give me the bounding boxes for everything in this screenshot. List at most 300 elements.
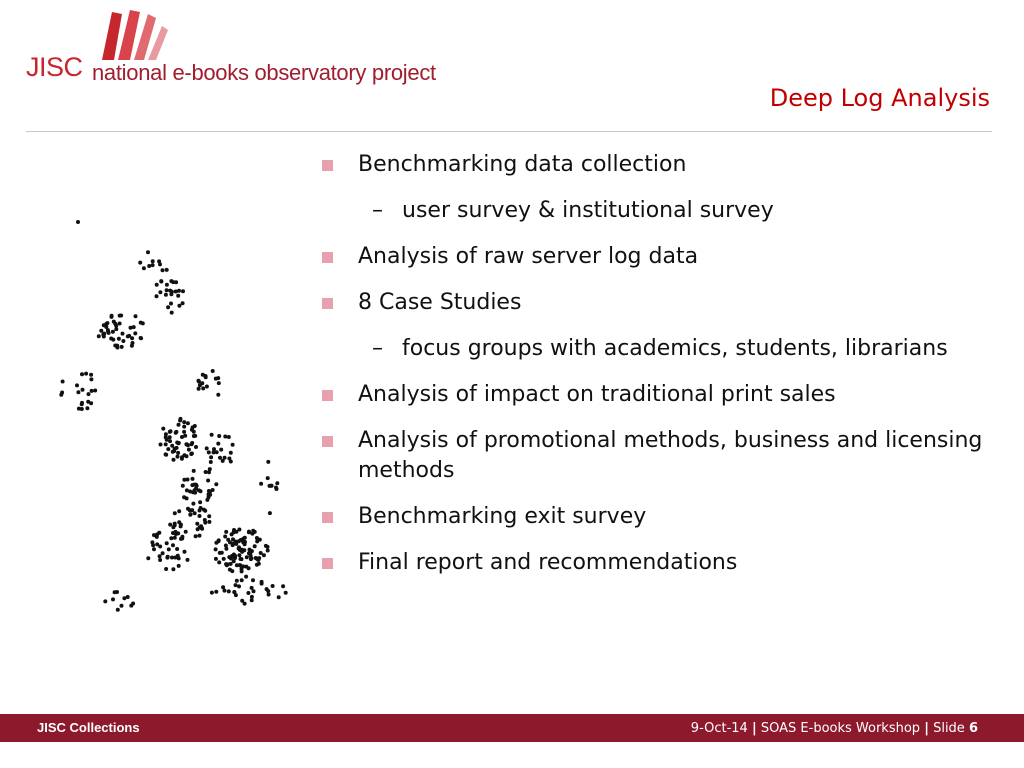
institution-dot [185, 454, 189, 458]
institution-dot [87, 392, 91, 396]
institution-dot [191, 477, 195, 481]
institution-dot [85, 406, 89, 410]
institution-dot [248, 548, 252, 552]
institution-dot [216, 393, 220, 397]
institution-dot [146, 556, 150, 560]
institution-dot [111, 338, 115, 342]
institution-dot [198, 500, 202, 504]
institution-dot [165, 556, 169, 560]
institution-dot [266, 545, 270, 549]
institution-dot [182, 430, 186, 434]
institution-dot [147, 264, 151, 268]
institution-dot [180, 455, 184, 459]
slide-number: 6 [968, 721, 978, 736]
bullet-text: Benchmarking data collection [358, 152, 687, 177]
institution-dot [181, 289, 185, 293]
institution-dot [260, 580, 264, 584]
institution-dot [102, 332, 106, 336]
jisc-logo [26, 4, 466, 90]
institution-dot [173, 556, 177, 560]
institution-dot [203, 521, 207, 525]
institution-dot [86, 400, 90, 404]
institution-dot [277, 595, 281, 599]
institution-dot [190, 508, 194, 512]
institution-dot [275, 481, 279, 485]
institution-dot [174, 290, 178, 294]
institution-dot [168, 289, 172, 293]
institution-dot [239, 557, 243, 561]
logo-brand: JISC [26, 52, 83, 82]
institution-dot [246, 591, 250, 595]
uk-institutions-dot-map [40, 190, 310, 630]
institution-dot [142, 266, 146, 270]
institution-dot [165, 268, 169, 272]
bullet-text: user survey & institutional survey [402, 198, 774, 223]
institution-dot [205, 385, 209, 389]
institution-dot [191, 502, 195, 506]
institution-dot [217, 560, 221, 564]
institution-dot [176, 294, 180, 298]
institution-dot [186, 421, 190, 425]
institution-dot [177, 556, 181, 560]
bullet-text: focus groups with academics, students, librarians [402, 336, 948, 361]
institution-dot [157, 531, 161, 535]
institution-dot [181, 484, 185, 488]
institution-dot [219, 448, 223, 452]
institution-dot [118, 322, 122, 326]
institution-dot [198, 383, 202, 387]
institution-dot [166, 447, 170, 451]
institution-dot [80, 407, 84, 411]
institution-dot [269, 484, 273, 488]
institution-dot [229, 557, 233, 561]
institution-dot [203, 509, 207, 513]
institution-dot [168, 523, 172, 527]
institution-dot [139, 321, 143, 325]
institution-dot [190, 441, 194, 445]
institution-dot [189, 512, 193, 516]
institution-dot [179, 524, 183, 528]
bullet-item [320, 548, 1000, 578]
institution-dot [105, 321, 109, 325]
institution-dot [230, 532, 234, 536]
institution-dot [187, 448, 191, 452]
institution-dot [266, 460, 270, 464]
institution-dot [237, 553, 241, 557]
institution-dot [268, 511, 272, 515]
institution-dot [182, 478, 186, 482]
institution-dot [171, 567, 175, 571]
footer-event: SOAS E-books Workshop [760, 721, 921, 736]
institution-dot [157, 259, 161, 263]
institution-dot [169, 302, 173, 306]
footer-bar [0, 714, 1024, 742]
footer-date: 9-Oct-14 [690, 721, 748, 736]
institution-dot [150, 540, 154, 544]
institution-dot [247, 530, 251, 534]
institution-dot [226, 538, 230, 542]
institution-dot [134, 314, 138, 318]
dash-bullet-icon: – [372, 336, 383, 361]
institution-dot [281, 584, 285, 588]
institution-dot [159, 443, 163, 447]
institution-dot [211, 369, 215, 373]
institution-dot [89, 373, 93, 377]
institution-dot [155, 535, 159, 539]
institution-dot [216, 539, 220, 543]
institution-dot [214, 557, 218, 561]
institution-dot [133, 331, 137, 335]
institution-dot [218, 551, 222, 555]
institution-dot [258, 538, 262, 542]
institution-dot [89, 377, 93, 381]
institution-dot [229, 460, 233, 464]
institution-dot [207, 470, 211, 474]
institution-dot [240, 578, 244, 582]
institution-dot [184, 530, 188, 534]
institution-dot [169, 279, 173, 283]
institution-dot [176, 451, 180, 455]
institution-dot [179, 537, 183, 541]
institution-dot [251, 578, 255, 582]
institution-dot [161, 268, 165, 272]
institution-dot [222, 557, 226, 561]
institution-dot [184, 442, 188, 446]
institution-dot [106, 330, 110, 334]
institution-dot [210, 591, 214, 595]
square-bullet-icon [322, 160, 333, 171]
institution-dot [161, 427, 165, 431]
institution-dot [171, 531, 175, 535]
institution-dot [266, 549, 270, 553]
institution-dot [165, 288, 169, 292]
institution-dot [168, 435, 172, 439]
institution-dot [164, 435, 168, 439]
institution-dot [243, 602, 247, 606]
institution-dot [164, 453, 168, 457]
institution-dot [201, 386, 205, 390]
institution-dot [111, 597, 115, 601]
institution-dot [245, 555, 249, 559]
institution-dot [212, 450, 216, 454]
bullet-text: 8 Case Studies [358, 290, 522, 315]
institution-dot [165, 283, 169, 287]
institution-dot [132, 325, 136, 329]
footer-slide-label: Slide [933, 721, 965, 736]
institution-dot [159, 279, 163, 283]
institution-dot [118, 314, 122, 318]
institution-dot [207, 489, 211, 493]
institution-dot [93, 389, 97, 393]
institution-dot [138, 261, 142, 265]
institution-dot [216, 442, 220, 446]
institution-dot [189, 452, 193, 456]
square-bullet-icon [322, 436, 333, 447]
institution-dot [232, 590, 236, 594]
institution-dot [197, 379, 201, 383]
institution-dot [205, 498, 209, 502]
institution-dot [99, 329, 103, 333]
institution-dot [146, 250, 150, 254]
institution-dot [185, 496, 189, 500]
institution-dot [266, 476, 270, 480]
institution-dot [238, 548, 242, 552]
institution-dot [250, 586, 254, 590]
institution-dot [217, 381, 221, 385]
institution-dot [175, 441, 179, 445]
institution-dot [164, 293, 168, 297]
institution-dot [174, 430, 178, 434]
sub-bullet-item [320, 334, 1000, 364]
institution-dot [76, 220, 80, 224]
books-icon [92, 4, 172, 60]
institution-dot [275, 487, 279, 491]
institution-dot [284, 591, 288, 595]
institution-dot [183, 550, 187, 554]
institution-dot [131, 341, 135, 345]
institution-dot [168, 439, 172, 443]
institution-dot [224, 544, 228, 548]
bullet-item [320, 502, 1000, 532]
institution-dot [173, 511, 177, 515]
institution-dot [210, 433, 214, 437]
institution-dot [164, 567, 168, 571]
institution-dot [169, 429, 173, 433]
institution-dot [167, 547, 171, 551]
institution-dot [182, 425, 186, 429]
institution-dot [243, 540, 247, 544]
institution-dot [231, 443, 235, 447]
bullet-text: Analysis of raw server log data [358, 244, 699, 269]
square-bullet-icon [322, 390, 333, 401]
institution-dot [192, 483, 196, 487]
institution-dot [114, 327, 118, 331]
institution-dot [253, 530, 257, 534]
institution-dot [186, 558, 190, 562]
institution-dot [223, 456, 227, 460]
institution-dot [249, 556, 253, 560]
institution-dot [59, 393, 63, 397]
bullet-text: Analysis of impact on traditional print sales [358, 382, 836, 407]
institution-dot [267, 593, 271, 597]
institution-dot [166, 305, 170, 309]
bullet-item [320, 288, 1000, 318]
institution-dot [223, 535, 227, 539]
institution-dot [151, 263, 155, 267]
institution-dot [197, 387, 201, 391]
institution-dot [76, 390, 80, 394]
institution-dot [121, 339, 125, 343]
institution-dot [224, 530, 228, 534]
institution-dot [198, 514, 202, 518]
institution-dot [217, 434, 221, 438]
institution-dot [80, 372, 84, 376]
institution-dot [235, 579, 239, 583]
institution-dot [113, 590, 117, 594]
institution-dot [169, 536, 173, 540]
institution-dot [192, 430, 196, 434]
institution-dot [192, 469, 196, 473]
institution-dot [171, 543, 175, 547]
institution-dot [177, 564, 181, 568]
institution-dot [244, 575, 248, 579]
footer-separator: | [751, 721, 757, 736]
institution-dot [151, 259, 155, 263]
institution-dot [224, 562, 228, 566]
institution-dot [110, 314, 114, 318]
institution-dot [209, 460, 213, 464]
institution-dot [259, 482, 263, 486]
institution-dot [152, 547, 156, 551]
institution-dot [180, 435, 184, 439]
institution-dot [171, 525, 175, 529]
bullet-list [320, 150, 1000, 594]
institution-dot [126, 595, 130, 599]
dash-bullet-icon: – [372, 198, 383, 223]
institution-dot [237, 584, 241, 588]
square-bullet-icon [322, 252, 333, 263]
institution-dot [97, 334, 101, 338]
institution-dot [104, 325, 108, 329]
institution-dot [193, 488, 197, 492]
institution-dot [250, 595, 254, 599]
bullet-text: Benchmarking exit survey [358, 504, 647, 529]
bullet-item [320, 150, 1000, 180]
institution-dot [233, 556, 237, 560]
logo-tagline: national e-books observatory project [92, 60, 436, 85]
institution-dot [158, 554, 162, 558]
footer-brand: JISC Collections [37, 720, 140, 735]
bullet-item [320, 242, 1000, 272]
institution-dot [182, 420, 186, 424]
institution-dot [223, 435, 227, 439]
institution-dot [158, 290, 162, 294]
institution-dot [176, 455, 180, 459]
bullet-text: Analysis of promotional methods, business and licensing methods [358, 428, 983, 483]
institution-dot [198, 534, 202, 538]
institution-dot [229, 562, 233, 566]
institution-dot [193, 434, 197, 438]
institution-dot [81, 388, 85, 392]
institution-dot [262, 553, 266, 557]
institution-dot [177, 423, 181, 427]
institution-dot [214, 590, 218, 594]
institution-dot [155, 294, 159, 298]
title-divider [26, 131, 992, 132]
institution-dot [253, 544, 257, 548]
institution-dot [221, 585, 225, 589]
institution-dot [175, 547, 179, 551]
institution-dot [205, 446, 209, 450]
institution-dot [129, 604, 133, 608]
square-bullet-icon [322, 298, 333, 309]
institution-dot [116, 608, 120, 612]
institution-dot [103, 599, 107, 603]
footer-separator: | [924, 721, 929, 736]
institution-dot [237, 539, 241, 543]
institution-dot [218, 456, 222, 460]
institution-dot [115, 346, 119, 350]
institution-dot [75, 383, 79, 387]
institution-dot [130, 336, 134, 340]
institution-dot [238, 563, 242, 567]
institution-dot [207, 520, 211, 524]
square-bullet-icon [322, 558, 333, 569]
institution-dot [204, 470, 208, 474]
square-bullet-icon [322, 512, 333, 523]
bullet-item [320, 426, 1000, 486]
institution-dot [227, 435, 231, 439]
institution-dot [214, 377, 218, 381]
institution-dot [185, 488, 189, 492]
institution-dot [172, 458, 176, 462]
institution-dot [155, 283, 159, 287]
institution-dot [172, 449, 176, 453]
institution-dot [234, 530, 238, 534]
institution-dot [206, 479, 210, 483]
institution-dot [111, 330, 115, 334]
institution-dot [271, 584, 275, 588]
institution-dot [117, 337, 121, 341]
institution-dot [186, 507, 190, 511]
institution-dot [207, 450, 211, 454]
institution-dot [214, 482, 218, 486]
institution-dot [194, 534, 198, 538]
institution-dot [126, 334, 130, 338]
institution-dot [161, 551, 165, 555]
institution-dot [177, 304, 181, 308]
footer-meta [691, 721, 978, 736]
institution-dot [164, 442, 168, 446]
bullet-item [320, 380, 1000, 410]
institution-dot [198, 509, 202, 513]
institution-dot [234, 583, 238, 587]
institution-dot [207, 492, 211, 496]
institution-dot [120, 345, 124, 349]
institution-dot [227, 589, 231, 593]
institution-dot [177, 509, 181, 513]
institution-dot [158, 558, 162, 562]
institution-dot [181, 301, 185, 305]
sub-bullet-item [320, 196, 1000, 226]
institution-dot [231, 542, 235, 546]
institution-dot [84, 372, 88, 376]
institution-dot [250, 598, 254, 602]
institution-dot [195, 522, 199, 526]
institution-dot [200, 526, 204, 530]
institution-dot [229, 451, 233, 455]
institution-dot [193, 424, 197, 428]
institution-dot [112, 320, 116, 324]
institution-dot [120, 604, 124, 608]
institution-dot [256, 558, 260, 562]
institution-dot [165, 541, 169, 545]
institution-dot [158, 545, 162, 549]
institution-dot [121, 332, 125, 336]
institution-dot [61, 380, 65, 384]
institution-dot [173, 536, 177, 540]
institution-dot [209, 455, 213, 459]
institution-dot [179, 417, 183, 421]
institution-dot [90, 389, 94, 393]
slide-title: Deep Log Analysis [769, 84, 990, 112]
institution-dot [266, 589, 270, 593]
institution-dot [214, 547, 218, 551]
institution-dot [80, 402, 84, 406]
institution-dot [139, 336, 143, 340]
institution-dot [199, 489, 203, 493]
bullet-text: Final report and recommendations [358, 550, 738, 575]
